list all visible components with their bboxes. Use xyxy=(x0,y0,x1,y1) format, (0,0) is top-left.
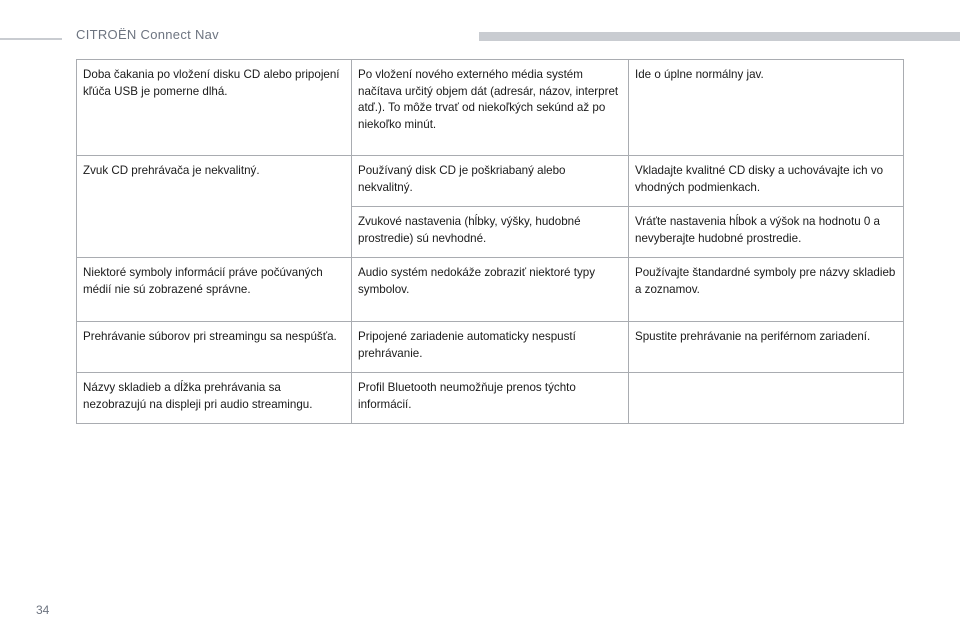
problem-cell: Niektoré symboly informácií práve počúvaných médií nie sú zobrazené správne. xyxy=(77,258,352,322)
header-bar xyxy=(479,32,960,41)
problem-cell: Prehrávanie súborov pri streamingu sa nespúšťa. xyxy=(77,322,352,373)
table-row xyxy=(77,156,904,207)
cause-cell: Pripojené zariadenie automaticky nespustí prehrávanie. xyxy=(352,322,629,373)
cause-cell: Profil Bluetooth neumožňuje prenos týchto informácií. xyxy=(352,373,629,424)
table-row xyxy=(77,60,904,156)
cause-cell: Po vložení nového externého média systém načítava určitý objem dát (adresár, názov, interpret atď.). To môže trvať od niekoľkých sekúnd až po niekoľko minút. xyxy=(352,60,629,156)
table-row xyxy=(77,322,904,373)
solution-cell: Spustite prehrávanie na periférnom zariadení. xyxy=(629,322,904,373)
table-row xyxy=(77,258,904,322)
problem-cell: Doba čakania po vložení disku CD alebo pripojení kľúča USB je pomerne dlhá. xyxy=(77,60,352,156)
header-rule-left xyxy=(0,38,62,40)
table-row xyxy=(77,373,904,424)
solution-cell: Vkladajte kvalitné CD disky a uchovávajte ich vo vhodných podmienkach. xyxy=(629,156,904,207)
solution-cell: Používajte štandardné symboly pre názvy skladieb a zoznamov. xyxy=(629,258,904,322)
cause-cell: Používaný disk CD je poškriabaný alebo nekvalitný. xyxy=(352,156,629,207)
page-number: 34 xyxy=(36,603,50,617)
problem-cell: Zvuk CD prehrávača je nekvalitný. xyxy=(77,156,352,258)
problem-cell: Názvy skladieb a dĺžka prehrávania sa nezobrazujú na displeji pri audio streamingu. xyxy=(77,373,352,424)
cause-cell: Audio systém nedokáže zobraziť niektoré typy symbolov. xyxy=(352,258,629,322)
troubleshooting-table xyxy=(76,59,904,424)
solution-cell xyxy=(629,373,904,424)
cause-cell: Zvukové nastavenia (hĺbky, výšky, hudobné prostredie) sú nevhodné. xyxy=(352,207,629,258)
page-header-title: CITROËN Connect Nav xyxy=(76,27,219,42)
solution-cell: Vráťte nastavenia hĺbok a výšok na hodnotu 0 a nevyberajte hudobné prostredie. xyxy=(629,207,904,258)
solution-cell: Ide o úplne normálny jav. xyxy=(629,60,904,156)
